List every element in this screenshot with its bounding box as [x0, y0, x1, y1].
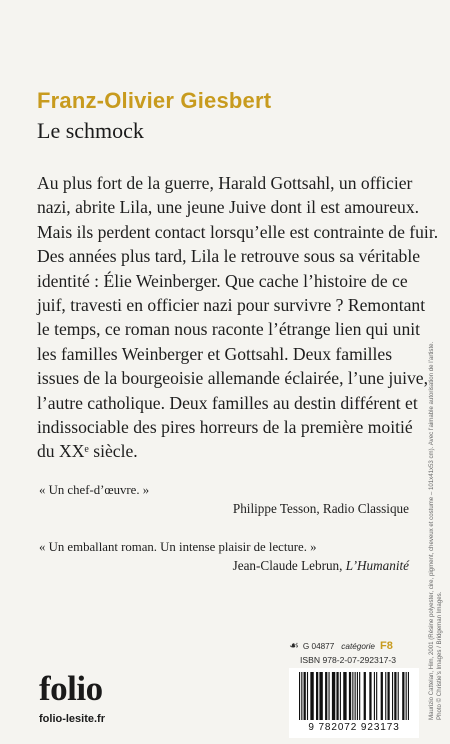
barcode-bar — [352, 672, 353, 720]
barcode-bar — [332, 672, 335, 720]
barcode-bar — [376, 672, 377, 720]
barcode-bar — [374, 672, 375, 720]
barcode-bar — [394, 672, 396, 720]
barcode-bar — [299, 672, 300, 720]
barcode-digits: 9 782072 923173 — [308, 722, 400, 733]
barcode-bar — [328, 672, 329, 720]
synopsis-line: Des années plus tard, Lila le retrouve sous sa véritable — [37, 246, 421, 267]
review-source-publication: L’Humanité — [345, 558, 409, 573]
barcode-bar — [402, 672, 404, 720]
synopsis-line: issues de la bourgeoisie allemande éclairée, l’une juive, — [37, 368, 428, 389]
barcode-bar — [381, 672, 383, 720]
image-credit — [428, 260, 444, 720]
author-name: Franz-Olivier Giesbert — [37, 88, 272, 113]
synopsis-line: nazi, abrite Lila, une jeune Juive dont il est amoureux. — [37, 197, 420, 218]
category-label: catégorie — [341, 642, 375, 651]
barcode-bar — [355, 672, 356, 720]
barcode-bar — [304, 672, 306, 720]
barcode-bar — [325, 672, 327, 720]
synopsis — [37, 171, 439, 464]
review-source — [233, 558, 409, 574]
barcode-bar — [301, 672, 302, 720]
review-quote: « Un chef-d’œuvre. » — [39, 483, 150, 497]
barcode-bar — [364, 672, 366, 720]
barcode-bar — [369, 672, 371, 720]
image-credit-line: Maurizio Cattelan, Him, 2001 (Résine polyester, cire, pigment, cheveux et costume – 101x41x53 cm). Avec l’aimable autorisation de l’artiste. — [428, 341, 435, 720]
barcode-bars — [299, 672, 409, 722]
century-superscript: e — [84, 444, 89, 456]
century-suffix: siècle. — [88, 441, 138, 462]
product-code: G 04877 — [302, 642, 335, 651]
barcode — [289, 668, 419, 738]
barcode-bar — [387, 672, 389, 720]
barcode-bar — [340, 672, 341, 720]
synopsis-line: identité : Élie Weinberger. Que cache l’histoire de ce — [37, 270, 408, 291]
publisher-logo: folio — [39, 669, 103, 708]
barcode-bar — [343, 672, 346, 720]
synopsis-line: l’autre catholique. Deux familles au destin différent et — [37, 392, 418, 413]
review-source: Philippe Tesson, Radio Classique — [232, 501, 409, 516]
product-code-line — [289, 641, 393, 651]
barcode-bar — [310, 672, 313, 720]
barcode-bar — [336, 672, 338, 720]
review-quote: « Un emballant roman. Un intense plaisir de lecture. » — [39, 540, 317, 554]
synopsis-line: le temps, ce roman nous raconte l’étrange lien qui unit — [37, 319, 421, 340]
barcode-bar — [406, 672, 407, 720]
barcode-bar — [392, 672, 393, 720]
barcode-bar — [359, 672, 360, 720]
barcode-bar — [408, 672, 409, 720]
synopsis-line: Au plus fort de la guerre, Harald Gottsahl, un officier — [37, 173, 413, 193]
barcode-bar — [316, 672, 318, 720]
synopsis-last-line — [37, 439, 417, 463]
barcode-bar — [307, 672, 308, 720]
barcode-bar — [398, 672, 399, 720]
isbn: ISBN 978-2-07-292317-3 — [300, 655, 397, 665]
synopsis-line: les familles Weinberger et Gottsahl. Deux familles — [37, 343, 393, 364]
barcode-bar — [385, 672, 386, 720]
synopsis-line: juif, travesti en officier nazi pour survivre ? Remontant — [37, 295, 426, 316]
barcode-bar — [357, 672, 358, 720]
publisher-website: folio-lesite.fr — [39, 713, 106, 725]
synopsis-line: indissociable des pires horreurs de la première moitié — [37, 417, 413, 438]
book-title: Le schmock — [37, 118, 144, 143]
synopsis-line: Mais ils perdent contact lorsqu’elle est contrainte de fuir. — [37, 221, 439, 242]
review-source-name: Jean-Claude Lebrun, — [232, 558, 346, 573]
image-credit-line: Photo © Christie’s Images / Bridgeman Images. — [436, 591, 443, 720]
barcode-bar — [319, 672, 322, 720]
category-value: F8 — [379, 640, 393, 652]
century-prefix: du XX — [37, 441, 85, 462]
fleuron-icon: ☙ — [289, 640, 299, 652]
barcode-bar — [349, 672, 351, 720]
